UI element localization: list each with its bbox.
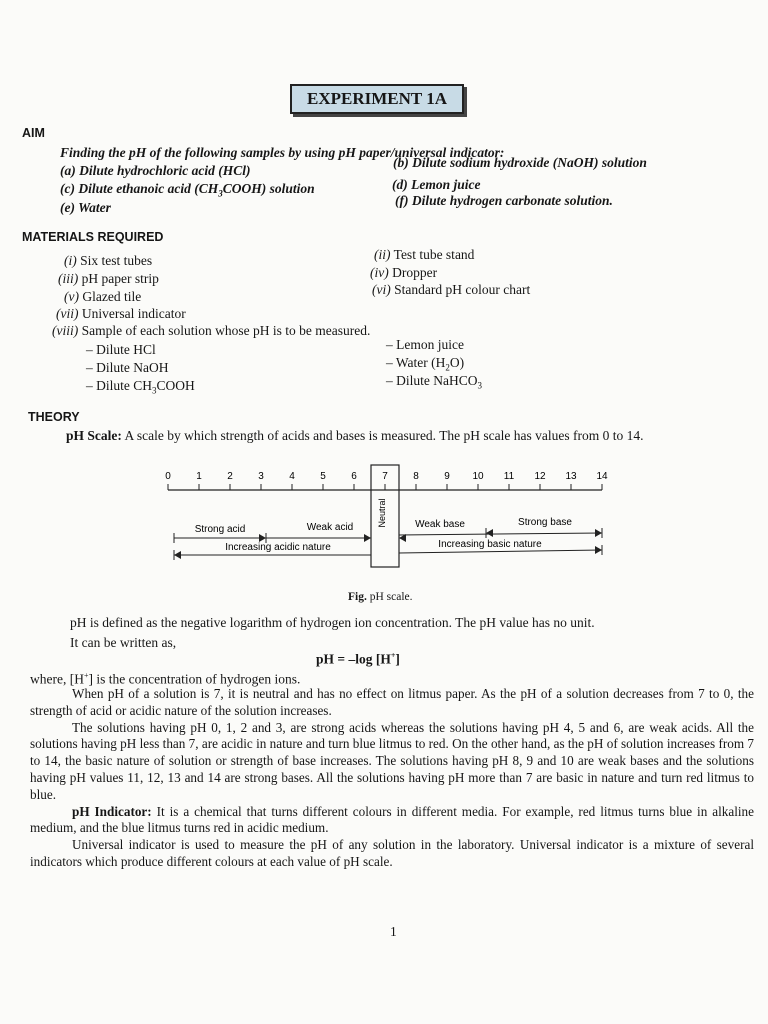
materials-heading: MATERIALS REQUIRED xyxy=(22,230,164,244)
solution-nahco3: – Dilute NaHCO$_3$ xyxy=(386,373,482,391)
ph-tick-label: 13 xyxy=(565,471,577,482)
ph-ticks xyxy=(165,471,608,490)
material-item: (i) Six test tubes xyxy=(64,253,153,268)
strong-base-label: Strong base xyxy=(518,517,572,528)
ph-tick-label: 8 xyxy=(413,471,419,482)
sample-e: (e) Water xyxy=(60,200,111,215)
material-item: (vii) Universal indicator xyxy=(56,306,186,321)
sample-d: (d) Lemon juice xyxy=(392,177,481,192)
ph-tick-label: 12 xyxy=(534,471,546,482)
material-item: (ii) Test tube stand xyxy=(374,247,475,262)
solution-hcl: – Dilute HCl xyxy=(86,342,156,357)
solution-water: – Water $(H_2O)$ xyxy=(386,355,465,373)
sample-f: (f) Dilute hydrogen carbonate solution. xyxy=(395,193,613,208)
material-item: (viii) Sample of each solution whose pH is to be measured. xyxy=(52,323,371,338)
ph-tick-label: 7 xyxy=(382,471,388,482)
solution-naoh: – Dilute NaOH xyxy=(86,360,169,375)
strong-acid-label: Strong acid xyxy=(194,524,246,535)
increasing-basic-label: Increasing basic nature xyxy=(438,539,542,550)
increasing-acidic-label: Increasing acidic nature xyxy=(225,542,331,553)
theory-body xyxy=(30,686,754,871)
ph-tick-label: 0 xyxy=(165,471,171,482)
solution-ch3cooh: – Dilute $CH_3COOH$ xyxy=(86,378,195,396)
ph-tick-label: 14 xyxy=(596,471,608,482)
weak-acid-label: Weak acid xyxy=(306,522,354,533)
ph-tick-label: 3 xyxy=(258,471,264,482)
ph-scale-intro: pH Scale: A scale by which strength of acids and bases is measured. The pH scale has values from 0 to 14. xyxy=(66,428,644,443)
weak-base-label: Weak base xyxy=(415,519,465,530)
para-strength: The solutions having pH 0, 1, 2 and 3, are strong acids whereas the solutions having pH 4, 5 and 6, are weak acids. All the solutions having pH less than 7, are acidic in nature and turn blue litmus to red. On the other hand, as the pH of solution increases from 7 to 14, the basic nature of solution or strength of base increases. The solutions having pH 8, 9 and 10 are weak bases and the solutions having pH values 11, 12, 13 and 14 are strong bases. All the solutions having pH more than 7 are basic in nature and turn red litmus to blue. xyxy=(30,719,754,802)
para-universal: Universal indicator is used to measure the pH of any solution in the laboratory. Universal indicator is a mixture of several indicators which produce different colours at each value of pH scale. xyxy=(30,837,754,869)
page-number: 1 xyxy=(390,924,397,939)
where-line: where, [H+] is the concentration of hydrogen ions. xyxy=(30,671,301,687)
material-item: (v) Glazed tile xyxy=(64,289,142,304)
ph-formula: pH = –log [H+] xyxy=(316,651,400,667)
aim-heading: AIM xyxy=(22,126,45,140)
para-indicator: pH Indicator: It is a chemical that turns different colours in different media. For example, red litmus turns blue in alkaline medium, and the blue litmus turns red in acidic medium. xyxy=(30,803,754,836)
ph-tick-label: 10 xyxy=(472,471,484,482)
sample-a: (a) Dilute hydrochloric acid (HCl) xyxy=(60,163,251,178)
ph-tick-label: 9 xyxy=(444,471,450,482)
aim-intro: Finding the pH of the following samples by using pH paper/universal indicator: xyxy=(60,145,505,160)
theory-heading: THEORY xyxy=(28,410,80,424)
ph-tick-label: 6 xyxy=(351,471,357,482)
material-item: (iii) pH paper strip xyxy=(58,271,159,286)
ph-written-as: It can be written as, xyxy=(70,635,177,650)
experiment-title: EXPERIMENT 1A xyxy=(307,89,447,108)
experiment-title-box xyxy=(290,84,464,114)
ph-tick-label: 4 xyxy=(289,471,295,482)
ph-scale-diagram xyxy=(150,455,620,575)
material-item: (iv) Dropper xyxy=(370,265,438,280)
para-neutral: When pH of a solution is 7, it is neutral and has no effect on litmus paper. As the pH of a solution decreases from 7 to 0, the strength of acid or acidic nature of the solution increases. xyxy=(30,686,754,718)
ph-tick-label: 5 xyxy=(320,471,326,482)
sample-c: (c) Dilute ethanoic acid $(CH_3COOH)$ solution xyxy=(60,181,315,199)
ph-tick-label: 11 xyxy=(503,471,515,482)
sample-b: (b) Dilute sodium hydroxide (NaOH) solution xyxy=(393,155,647,170)
ph-definition: pH is defined as the negative logarithm of hydrogen ion concentration. The pH value has no unit. xyxy=(70,615,595,630)
figure-caption: Fig. pH scale. xyxy=(348,591,413,603)
material-item: (vi) Standard pH colour chart xyxy=(372,282,531,297)
neutral-label: Neutral xyxy=(377,498,387,528)
ph-tick-label: 1 xyxy=(196,471,202,482)
solution-lemon: – Lemon juice xyxy=(386,337,464,352)
ph-tick-label: 2 xyxy=(227,471,233,482)
